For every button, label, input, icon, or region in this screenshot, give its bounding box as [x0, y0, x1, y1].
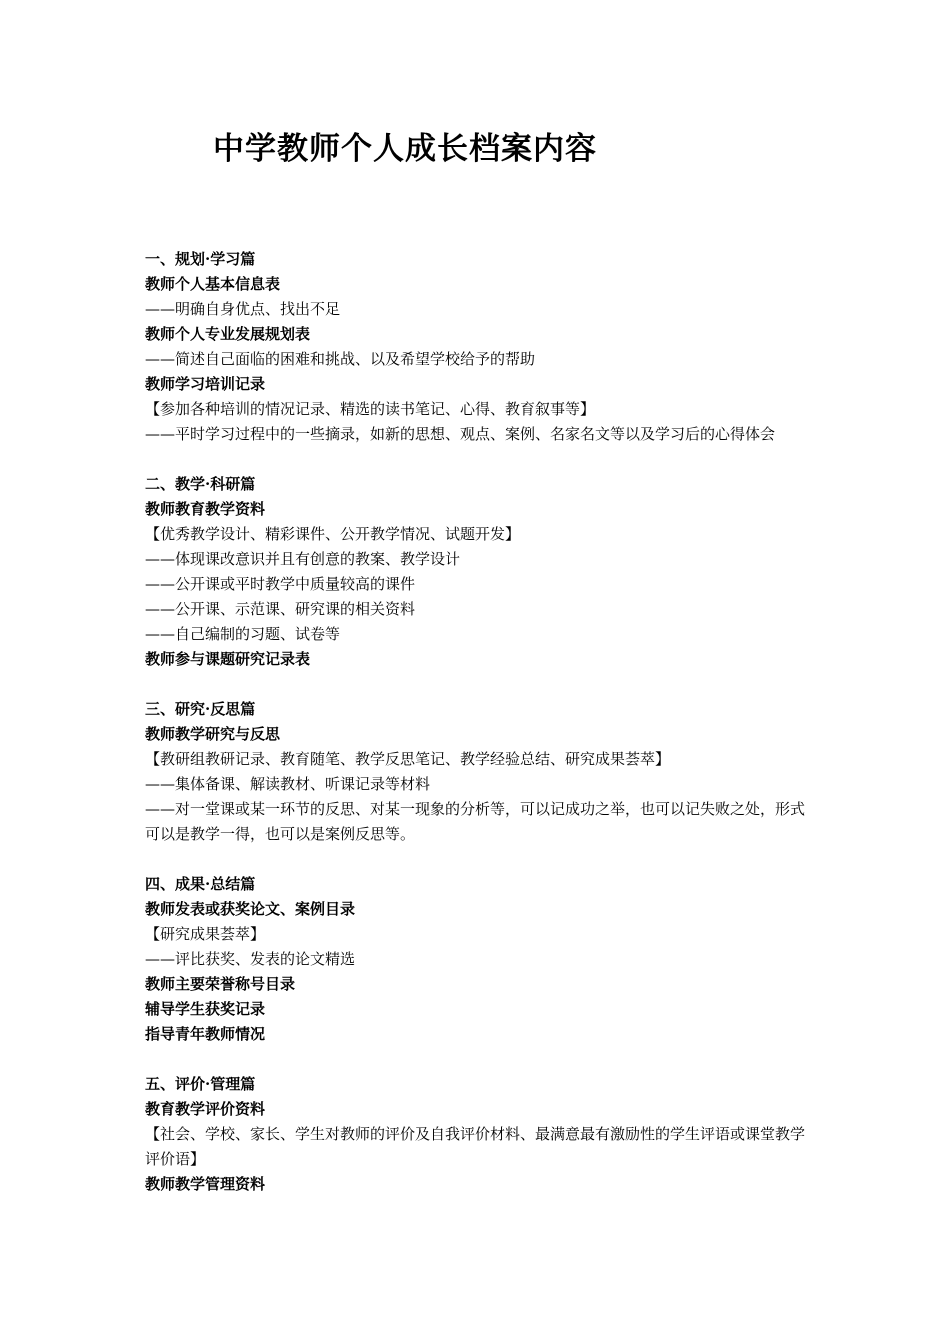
item-note: ——简述自己面临的困难和挑战、以及希望学校给予的帮助: [145, 350, 536, 368]
section-evaluation-management: [145, 1072, 813, 1197]
item-note: ——体现课改意识并且有创意的教案、教学设计: [145, 550, 461, 568]
item-title: 教师教学管理资料: [145, 1175, 266, 1193]
section-research-reflection: [145, 697, 813, 847]
page-title: 中学教师个人成长档案内容: [213, 131, 597, 167]
section-heading: 一、规划·学习篇: [145, 250, 256, 268]
item-title: 教师个人专业发展规划表: [145, 325, 311, 343]
item-note: ——自己编制的习题、试卷等: [145, 625, 341, 643]
section-heading: 三、研究·反思篇: [145, 700, 256, 718]
section-teaching-research: [145, 472, 813, 672]
section-heading: 二、教学·科研篇: [145, 475, 256, 493]
document-body: [145, 247, 813, 1222]
item-title: 教师学习培训记录: [145, 375, 266, 393]
item-note: ——集体备课、解读教材、听课记录等材料: [145, 775, 431, 793]
item-title: 教师主要荣誉称号目录: [145, 975, 296, 993]
item-note: 【研究成果荟萃】: [145, 925, 266, 943]
item-note: ——公开课或平时教学中质量较高的课件: [145, 575, 416, 593]
item-title: 辅导学生获奖记录: [145, 1000, 266, 1018]
section-heading: 五、评价·管理篇: [145, 1075, 256, 1093]
section-planning-study: [145, 247, 813, 447]
item-note: ——平时学习过程中的一些摘录，如新的思想、观点、案例、名家名文等以及学习后的心得体会: [145, 425, 776, 443]
item-note: 【社会、学校、家长、学生对教师的评价及自我评价材料、最满意最有激励性的学生评语或课堂教学评价语】: [145, 1125, 806, 1168]
item-note: 【优秀教学设计、精彩课件、公开教学情况、试题开发】: [145, 525, 521, 543]
section-achievement-summary: [145, 872, 813, 1047]
item-title: 教师个人基本信息表: [145, 275, 281, 293]
item-note: ——对一堂课或某一环节的反思、对某一现象的分析等，可以记成功之举，也可以记失败之处，形式可以是教学一得，也可以是案例反思等。: [145, 800, 806, 843]
item-title: 教师发表或获奖论文、案例目录: [145, 900, 356, 918]
section-heading: 四、成果·总结篇: [145, 875, 256, 893]
item-note: ——公开课、示范课、研究课的相关资料: [145, 600, 416, 618]
item-note: 【教研组教研记录、教育随笔、教学反思笔记、教学经验总结、研究成果荟萃】: [145, 750, 671, 768]
item-title: 教师教学研究与反思: [145, 725, 281, 743]
item-title: 指导青年教师情况: [145, 1025, 266, 1043]
item-note: 【参加各种培训的情况记录、精选的读书笔记、心得、教育叙事等】: [145, 400, 596, 418]
item-note: ——明确自身优点、找出不足: [145, 300, 341, 318]
item-title: 教师参与课题研究记录表: [145, 650, 311, 668]
item-title: 教育教学评价资料: [145, 1100, 266, 1118]
item-title: 教师教育教学资料: [145, 500, 266, 518]
item-note: ——评比获奖、发表的论文精选: [145, 950, 356, 968]
